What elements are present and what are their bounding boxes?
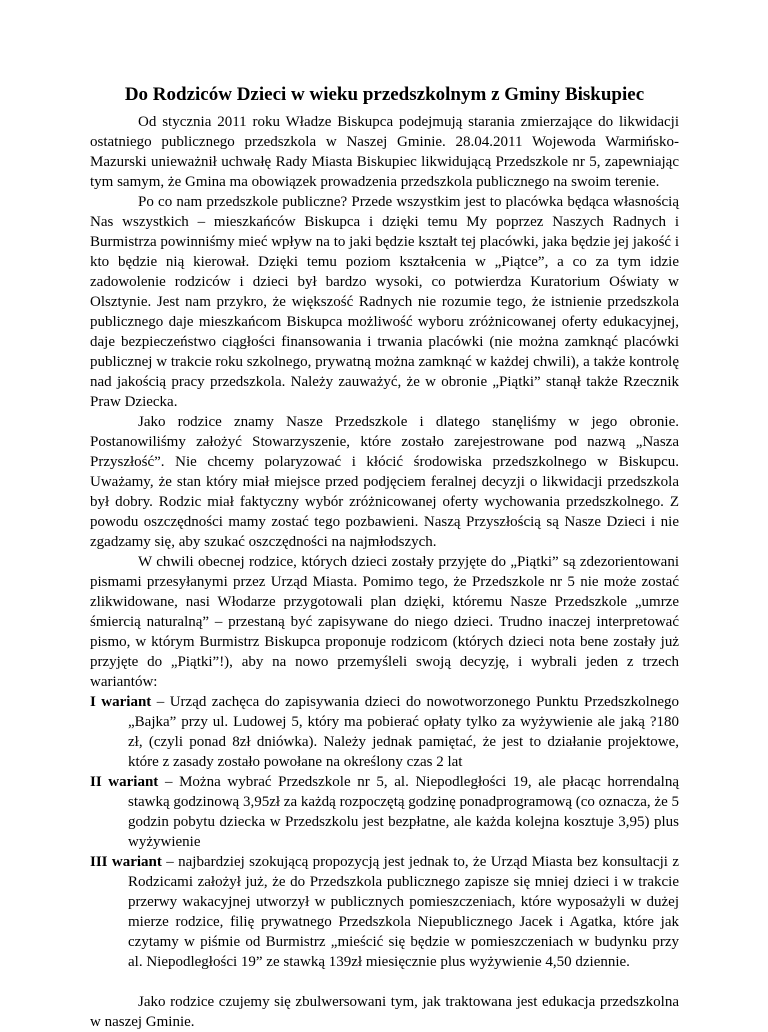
- paragraph-current-situation: W chwili obecnej rodzice, których dzieci zostały przyjęte do „Piątki” są zdezorientowani pismami przesyłanymi przez Urząd Miasta. Pomimo tego, że Przedszkole nr 5 nie może zostać zlikwidowane, nasi Włodarze przygotowali plan dzięki, któremu Nasze Przedszkole „umrze śmiercią naturalną” – przestaną być zapisywane do niego dzieci. Trudno inaczej interpretować pismo, w którym Burmistrz Biskupca proponuje rodzicom (których dzieci nota bene zostały już przyjęte do „Piątki”!), aby na nowo przemyśleli swoją decyzję, i wybrali jeden z trzech wariantów:: [90, 554, 679, 690]
- variant-item-1: [90, 692, 679, 772]
- variant-label: II wariant: [90, 774, 159, 790]
- variant-text: – Urząd zachęca do zapisywania dzieci do nowotworzonego Punktu Przedszkolnego „Bajka” przy ul. Ludowej 5, który ma pobierać opłaty tylko za wyżywienie ale jaką ?180 zł, (czyli ponad 8zł dniówka). Należy jednak pamiętać, że jest to działanie projektowe, które z zasady zostało powołane na określony czas 2 lat: [128, 694, 679, 770]
- paragraph-spacer: [90, 972, 679, 992]
- document-page: [90, 82, 679, 1032]
- paragraph-intro: Od stycznia 2011 roku Władze Biskupca podejmują starania zmierzające do likwidacji ostatniego publicznego przedszkola w Naszej Gminie. 28.04.2011 Wojewoda Warmińsko-Mazurski unieważnił uchwałę Rady Miasta Biskupiec likwidującą Przedszkole nr 5, zapewniając tym samym, że Gmina ma obowiązek prowadzenia przedszkola publicznego na swoim terenie.: [90, 114, 679, 190]
- paragraph-parents: Jako rodzice znamy Nasze Przedszkole i dlatego stanęliśmy w jego obronie. Postanowiliśmy założyć Stowarzyszenie, które zostało zarejestrowane pod nazwą „Nasza Przyszłość”. Nie chcemy polaryzować i kłócić środowiska przedszkolnego w Biskupcu. Uważamy, że stan który miał miejsce przed podjęciem feralnej decyzji o likwidacji przedszkola był dobry. Rodzic miał faktyczny wybór zróżnicowanej oferty wychowania przedszkolnego. Z powodu oszczędności mamy zostać tego pozbawieni. Naszą Przyszłością są Nasze Dzieci i nie zgadzamy się, aby szukać oszczędności na najmłodszych.: [90, 414, 679, 550]
- paragraph-closing: Jako rodzice czujemy się zbulwersowani tym, jak traktowana jest edukacja przedszkolna w naszej Gminie.: [90, 994, 679, 1030]
- variant-text: – Można wybrać Przedszkole nr 5, al. Niepodległości 19, ale płacąc horrendalną stawką godzinową 3,95zł za każdą rozpoczętą godzinę ponadprogramową (co oznacza, że 5 godzin pobytu dziecka w Przedszkolu jest bezpłatne, ale każda kolejna kosztuje 3,95) plus wyżywienie: [128, 774, 679, 850]
- document-title: Do Rodziców Dzieci w wieku przedszkolnym z Gminy Biskupiec: [124, 84, 645, 105]
- variant-label: III wariant: [90, 854, 162, 870]
- variant-text: – najbardziej szokującą propozycją jest jednak to, że Urząd Miasta bez konsultacji z Rodzicami założył już, że do Przedszkola publicznego zapisze się mniej dzieci i w trakcie przerwy wakacyjnej utworzył w publicznych pomieszczeniach, które wyposażyli w dużej mierze rodzice, filię prywatnego Przedszkola Niepublicznego Jacek i Agatka, które jak czytamy w piśmie od Burmistrz „mieścić się będzie w pomieszczeniach w budynku przy al. Niepodległości 19” ze stawką 139zł miesięcznie plus wyżywienie 4,50 dziennie.: [128, 854, 679, 970]
- variant-item-2: [90, 772, 679, 852]
- variant-label: I wariant: [90, 694, 152, 710]
- variant-item-3: [90, 852, 679, 972]
- paragraph-why-public: Po co nam przedszkole publiczne? Przede wszystkim jest to placówka będąca własnością Nas wszystkich – mieszkańców Biskupca i dzięki temu My poprzez Naszych Radnych i Burmistrza powinniśmy mieć wpływ na to jaki będzie kształt tej placówki, jaka będzie jej jakość i kto będzie nią kierował. Dzięki temu poziom kształcenia w „Piątce”, a co za tym idzie zadowolenie rodziców i dzieci był bardzo wysoki, co potwierdza Kuratorium Oświaty w Olsztynie. Jest nam przykro, że większość Radnych nie rozumie tego, że istnienie przedszkola publicznego daje mieszkańcom Biskupca możliwość wyboru zróżnicowanej oferty edukacyjnej, daje bezpieczeństwo ciągłości finansowania i trwania placówki (nie można zamknąć placówki publicznej w trakcie roku szkolnego, prywatną można zamknąć w każdej chwili), a także kontrolę nad jakością pracy przedszkola. Należy zauważyć, że w obronie „Piątki” stanął także Rzecznik Praw Dziecka.: [90, 194, 679, 410]
